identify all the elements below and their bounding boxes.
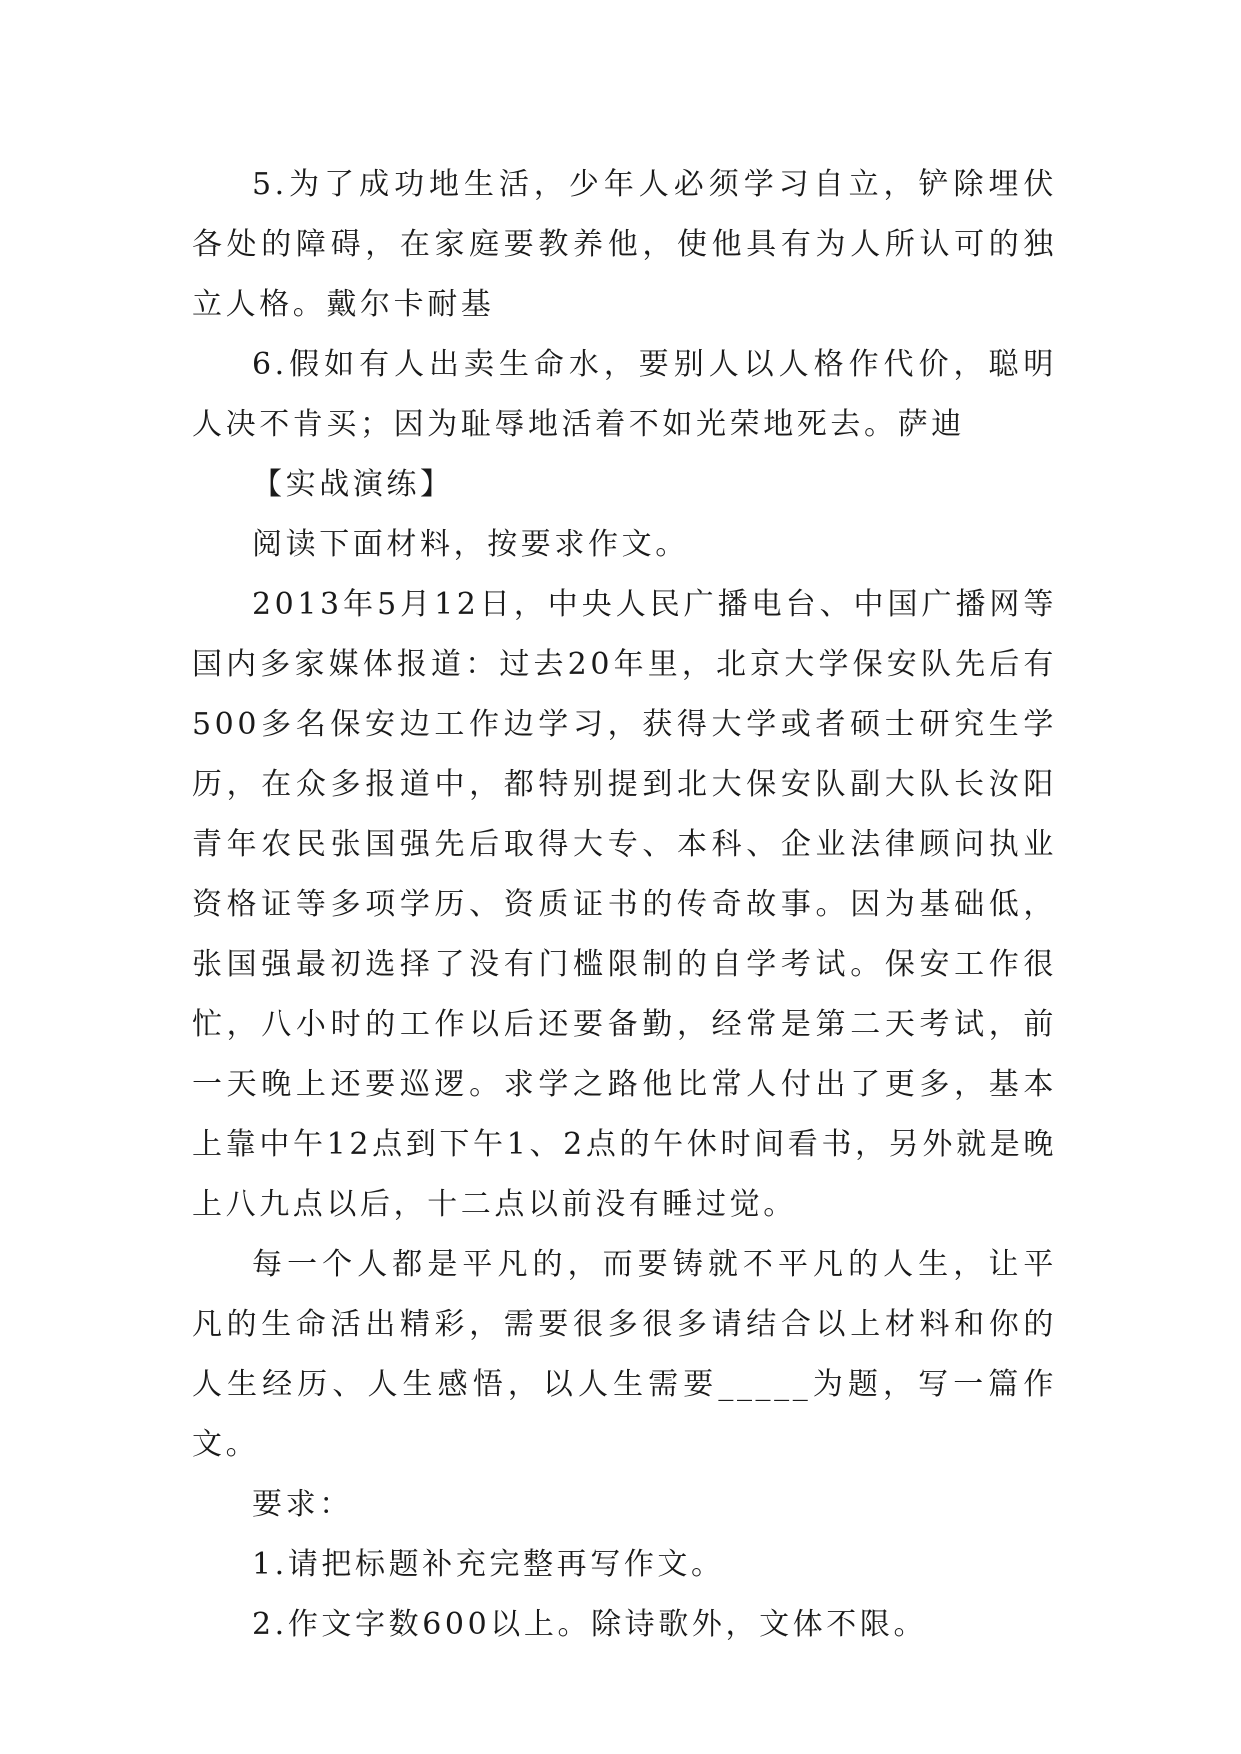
requirements-heading: 要求： <box>252 1487 353 1522</box>
quote-5: 5.为了成功地生活，少年人必须学习自立，铲除埋伏各处的障碍，在家庭要教养他，使他具有为人所认可的独立人格。戴尔卡耐基 <box>192 167 1057 322</box>
section-heading: 【实战演练】 <box>252 467 454 502</box>
instruction: 阅读下面材料，按要求作文。 <box>252 527 689 562</box>
document-page <box>192 155 1057 1655</box>
prompt-paragraph: 每一个人都是平凡的，而要铸就不平凡的人生，让平凡的生命活出精彩，需要很多很多请结合以上材料和你的人生经历、人生感悟，以人生需要_____为题，写一篇作文。 <box>192 1247 1057 1462</box>
material-paragraph: 2013年5月12日，中央人民广播电台、中国广播网等国内多家媒体报道：过去20年里，北京大学保安队先后有500多名保安边工作边学习，获得大学或者硕士研究生学历，在众多报道中，都特别提到北大保安队副大队长汝阳青年农民张国强先后取得大专、本科、企业法律顾问执业资格证等多项学历、资质证书的传奇故事。因为基础低，张国强最初选择了没有门槛限制的自学考试。保安工作很忙，八小时的工作以后还要备勤，经常是第二天考试，前一天晚上还要巡逻。求学之路他比常人付出了更多，基本上靠中午12点到下午1、2点的午休时间看书，另外就是晚上八九点以后，十二点以前没有睡过觉。 <box>192 587 1057 1222</box>
quote-6: 6.假如有人出卖生命水，要别人以人格作代价，聪明人决不肯买；因为耻辱地活着不如光荣地死去。萨迪 <box>192 347 1057 442</box>
requirement-2: 2.作文字数600以上。除诗歌外，文体不限。 <box>252 1607 928 1642</box>
requirement-1: 1.请把标题补充完整再写作文。 <box>252 1547 725 1582</box>
